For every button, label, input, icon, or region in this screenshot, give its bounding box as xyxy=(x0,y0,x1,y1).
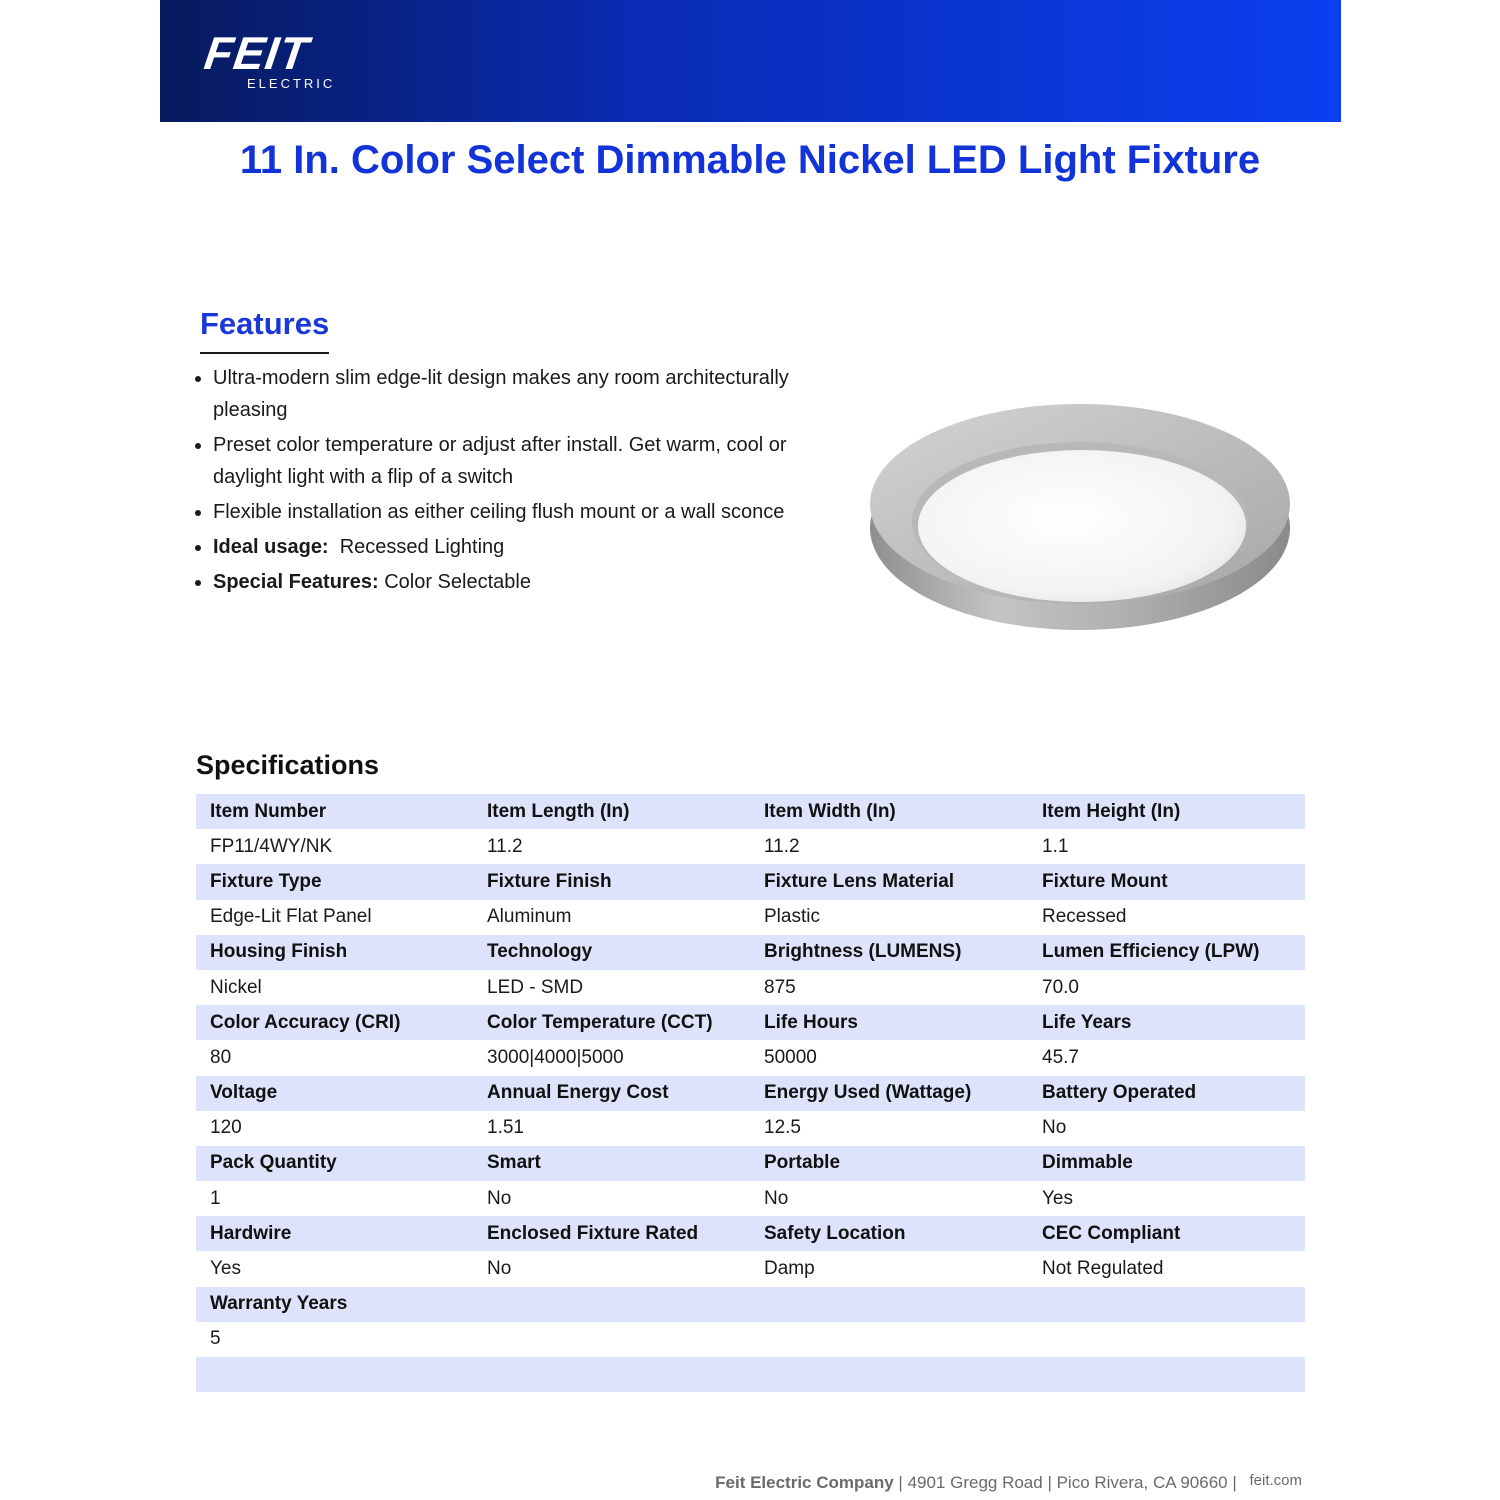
logo-subtitle: ELECTRIC xyxy=(247,76,336,91)
spec-value: LED - SMD xyxy=(487,976,584,998)
spec-label: Fixture Finish xyxy=(487,870,612,892)
feature-text: Recessed Lighting xyxy=(339,536,505,558)
feature-text: Preset color temperature or adjust after install. Get warm, cool or daylight light with a flip of a switch xyxy=(213,434,787,488)
spec-value: 70.0 xyxy=(1042,976,1079,998)
spec-value: Yes xyxy=(210,1258,241,1280)
spec-value: 875 xyxy=(764,976,796,998)
feature-text: Ultra-modern slim edge-lit design makes any room architecturally pleasing xyxy=(213,367,789,421)
feature-item xyxy=(192,496,832,528)
footer-website-link[interactable]: feit.com xyxy=(1249,1472,1302,1489)
spec-label: Energy Used (Wattage) xyxy=(764,1082,972,1104)
spec-value: Plastic xyxy=(764,906,820,928)
spec-label: Pack Quantity xyxy=(210,1152,337,1174)
spec-value: No xyxy=(764,1187,789,1209)
logo-wordmark: FEIT xyxy=(201,27,313,79)
spec-label: Life Hours xyxy=(764,1011,858,1033)
specifications-heading: Specifications xyxy=(196,750,380,780)
spec-table-footer-band xyxy=(196,1357,1305,1392)
spec-header-row xyxy=(196,1287,1305,1322)
spec-header-row xyxy=(196,1216,1305,1251)
specifications-table xyxy=(196,794,1305,1392)
spec-value xyxy=(473,1322,750,1357)
spec-label: Smart xyxy=(487,1152,541,1174)
spec-label: Item Length (In) xyxy=(487,800,630,822)
spec-label: Enclosed Fixture Rated xyxy=(487,1222,699,1244)
spec-label xyxy=(1028,1287,1305,1322)
spec-header-row xyxy=(196,1146,1305,1181)
spec-label: Item Number xyxy=(210,800,327,822)
spec-value-row xyxy=(196,1040,1305,1075)
footer-company: Feit Electric Company xyxy=(715,1473,894,1492)
spec-value: Yes xyxy=(1042,1187,1073,1209)
spec-value: 1.51 xyxy=(487,1117,524,1139)
spec-label: Fixture Mount xyxy=(1042,870,1168,892)
features-heading: Features xyxy=(200,306,329,354)
feature-item xyxy=(192,531,832,563)
spec-value: 120 xyxy=(210,1117,242,1139)
spec-value-row xyxy=(196,829,1305,864)
spec-label: Item Height (In) xyxy=(1042,800,1181,822)
feature-text: Color Selectable xyxy=(384,571,531,593)
empty-cell xyxy=(473,1357,750,1392)
spec-header-row xyxy=(196,1005,1305,1040)
spec-label: Safety Location xyxy=(764,1222,906,1244)
spec-value: 11.2 xyxy=(487,835,523,857)
spec-value-row xyxy=(196,970,1305,1005)
feature-item xyxy=(192,429,832,493)
spec-value-row xyxy=(196,900,1305,935)
spec-value: Damp xyxy=(764,1258,815,1280)
spec-header-row xyxy=(196,794,1305,829)
spec-value-row xyxy=(196,1251,1305,1286)
spec-header-row xyxy=(196,864,1305,899)
spec-value: Not Regulated xyxy=(1042,1258,1164,1280)
spec-value-row xyxy=(196,1181,1305,1216)
spec-value: No xyxy=(1042,1117,1067,1139)
feature-label: Special Features: xyxy=(213,571,379,593)
empty-cell xyxy=(750,1357,1028,1392)
spec-value: 1.1 xyxy=(1042,835,1069,857)
spec-label: Dimmable xyxy=(1042,1152,1133,1174)
spec-value: 80 xyxy=(210,1046,232,1068)
spec-label: Color Accuracy (CRI) xyxy=(210,1011,401,1033)
spec-header-row xyxy=(196,935,1305,970)
spec-value: 5 xyxy=(210,1328,221,1350)
spec-value: Nickel xyxy=(210,976,262,998)
item-number-link[interactable]: FP11/4WY/NK xyxy=(210,835,333,857)
feature-text: Flexible installation as either ceiling flush mount or a wall sconce xyxy=(213,501,785,523)
spec-value-row xyxy=(196,1111,1305,1146)
spec-value: 1 xyxy=(210,1187,221,1209)
spec-value: Recessed xyxy=(1042,906,1127,928)
feature-item xyxy=(192,566,832,598)
spec-label: Housing Finish xyxy=(210,941,348,963)
empty-cell xyxy=(1028,1357,1305,1392)
spec-label: Lumen Efficiency (LPW) xyxy=(1042,941,1260,963)
features-list xyxy=(192,362,832,601)
spec-value xyxy=(1028,1322,1305,1357)
empty-cell xyxy=(196,1357,473,1392)
footer-address: | 4901 Gregg Road | Pico Rivera, CA 90660 | xyxy=(893,1473,1242,1492)
spec-value: 45.7 xyxy=(1042,1046,1079,1068)
spec-value: 50000 xyxy=(764,1046,817,1068)
spec-label: Technology xyxy=(487,941,593,963)
spec-label xyxy=(750,1287,1028,1322)
spec-label xyxy=(473,1287,750,1322)
spec-value: No xyxy=(487,1258,512,1280)
spec-label: Life Years xyxy=(1042,1011,1132,1033)
feature-item xyxy=(192,362,832,426)
footer xyxy=(715,1472,1302,1493)
spec-label: Item Width (In) xyxy=(764,800,896,822)
spec-value: 11.2 xyxy=(764,835,800,857)
spec-value: Aluminum xyxy=(487,906,572,928)
spec-value: 3000|4000|5000 xyxy=(487,1046,624,1068)
spec-label: Hardwire xyxy=(210,1222,292,1244)
spec-label: Fixture Type xyxy=(210,870,322,892)
spec-header-row xyxy=(196,1076,1305,1111)
spec-value: Edge-Lit Flat Panel xyxy=(210,906,372,928)
spec-label: Battery Operated xyxy=(1042,1082,1197,1104)
spec-value-row xyxy=(196,1322,1305,1357)
spec-label: Color Temperature (CCT) xyxy=(487,1011,713,1033)
spec-label: Brightness (LUMENS) xyxy=(764,941,962,963)
feature-label: Ideal usage: xyxy=(213,536,329,558)
feit-electric-logo xyxy=(201,27,375,92)
round-nickel-flat-panel-fixture-image xyxy=(862,392,1298,638)
spec-label: Warranty Years xyxy=(210,1293,348,1315)
spec-value xyxy=(750,1322,1028,1357)
spec-value: No xyxy=(487,1187,512,1209)
spec-label: Portable xyxy=(764,1152,841,1174)
spec-label: Voltage xyxy=(210,1082,278,1104)
spec-value: 12.5 xyxy=(764,1117,801,1139)
spec-label: CEC Compliant xyxy=(1042,1222,1181,1244)
spec-label: Annual Energy Cost xyxy=(487,1082,669,1104)
page-title: 11 In. Color Select Dimmable Nickel LED Light Fixture xyxy=(239,138,1261,182)
spec-label: Fixture Lens Material xyxy=(764,870,955,892)
